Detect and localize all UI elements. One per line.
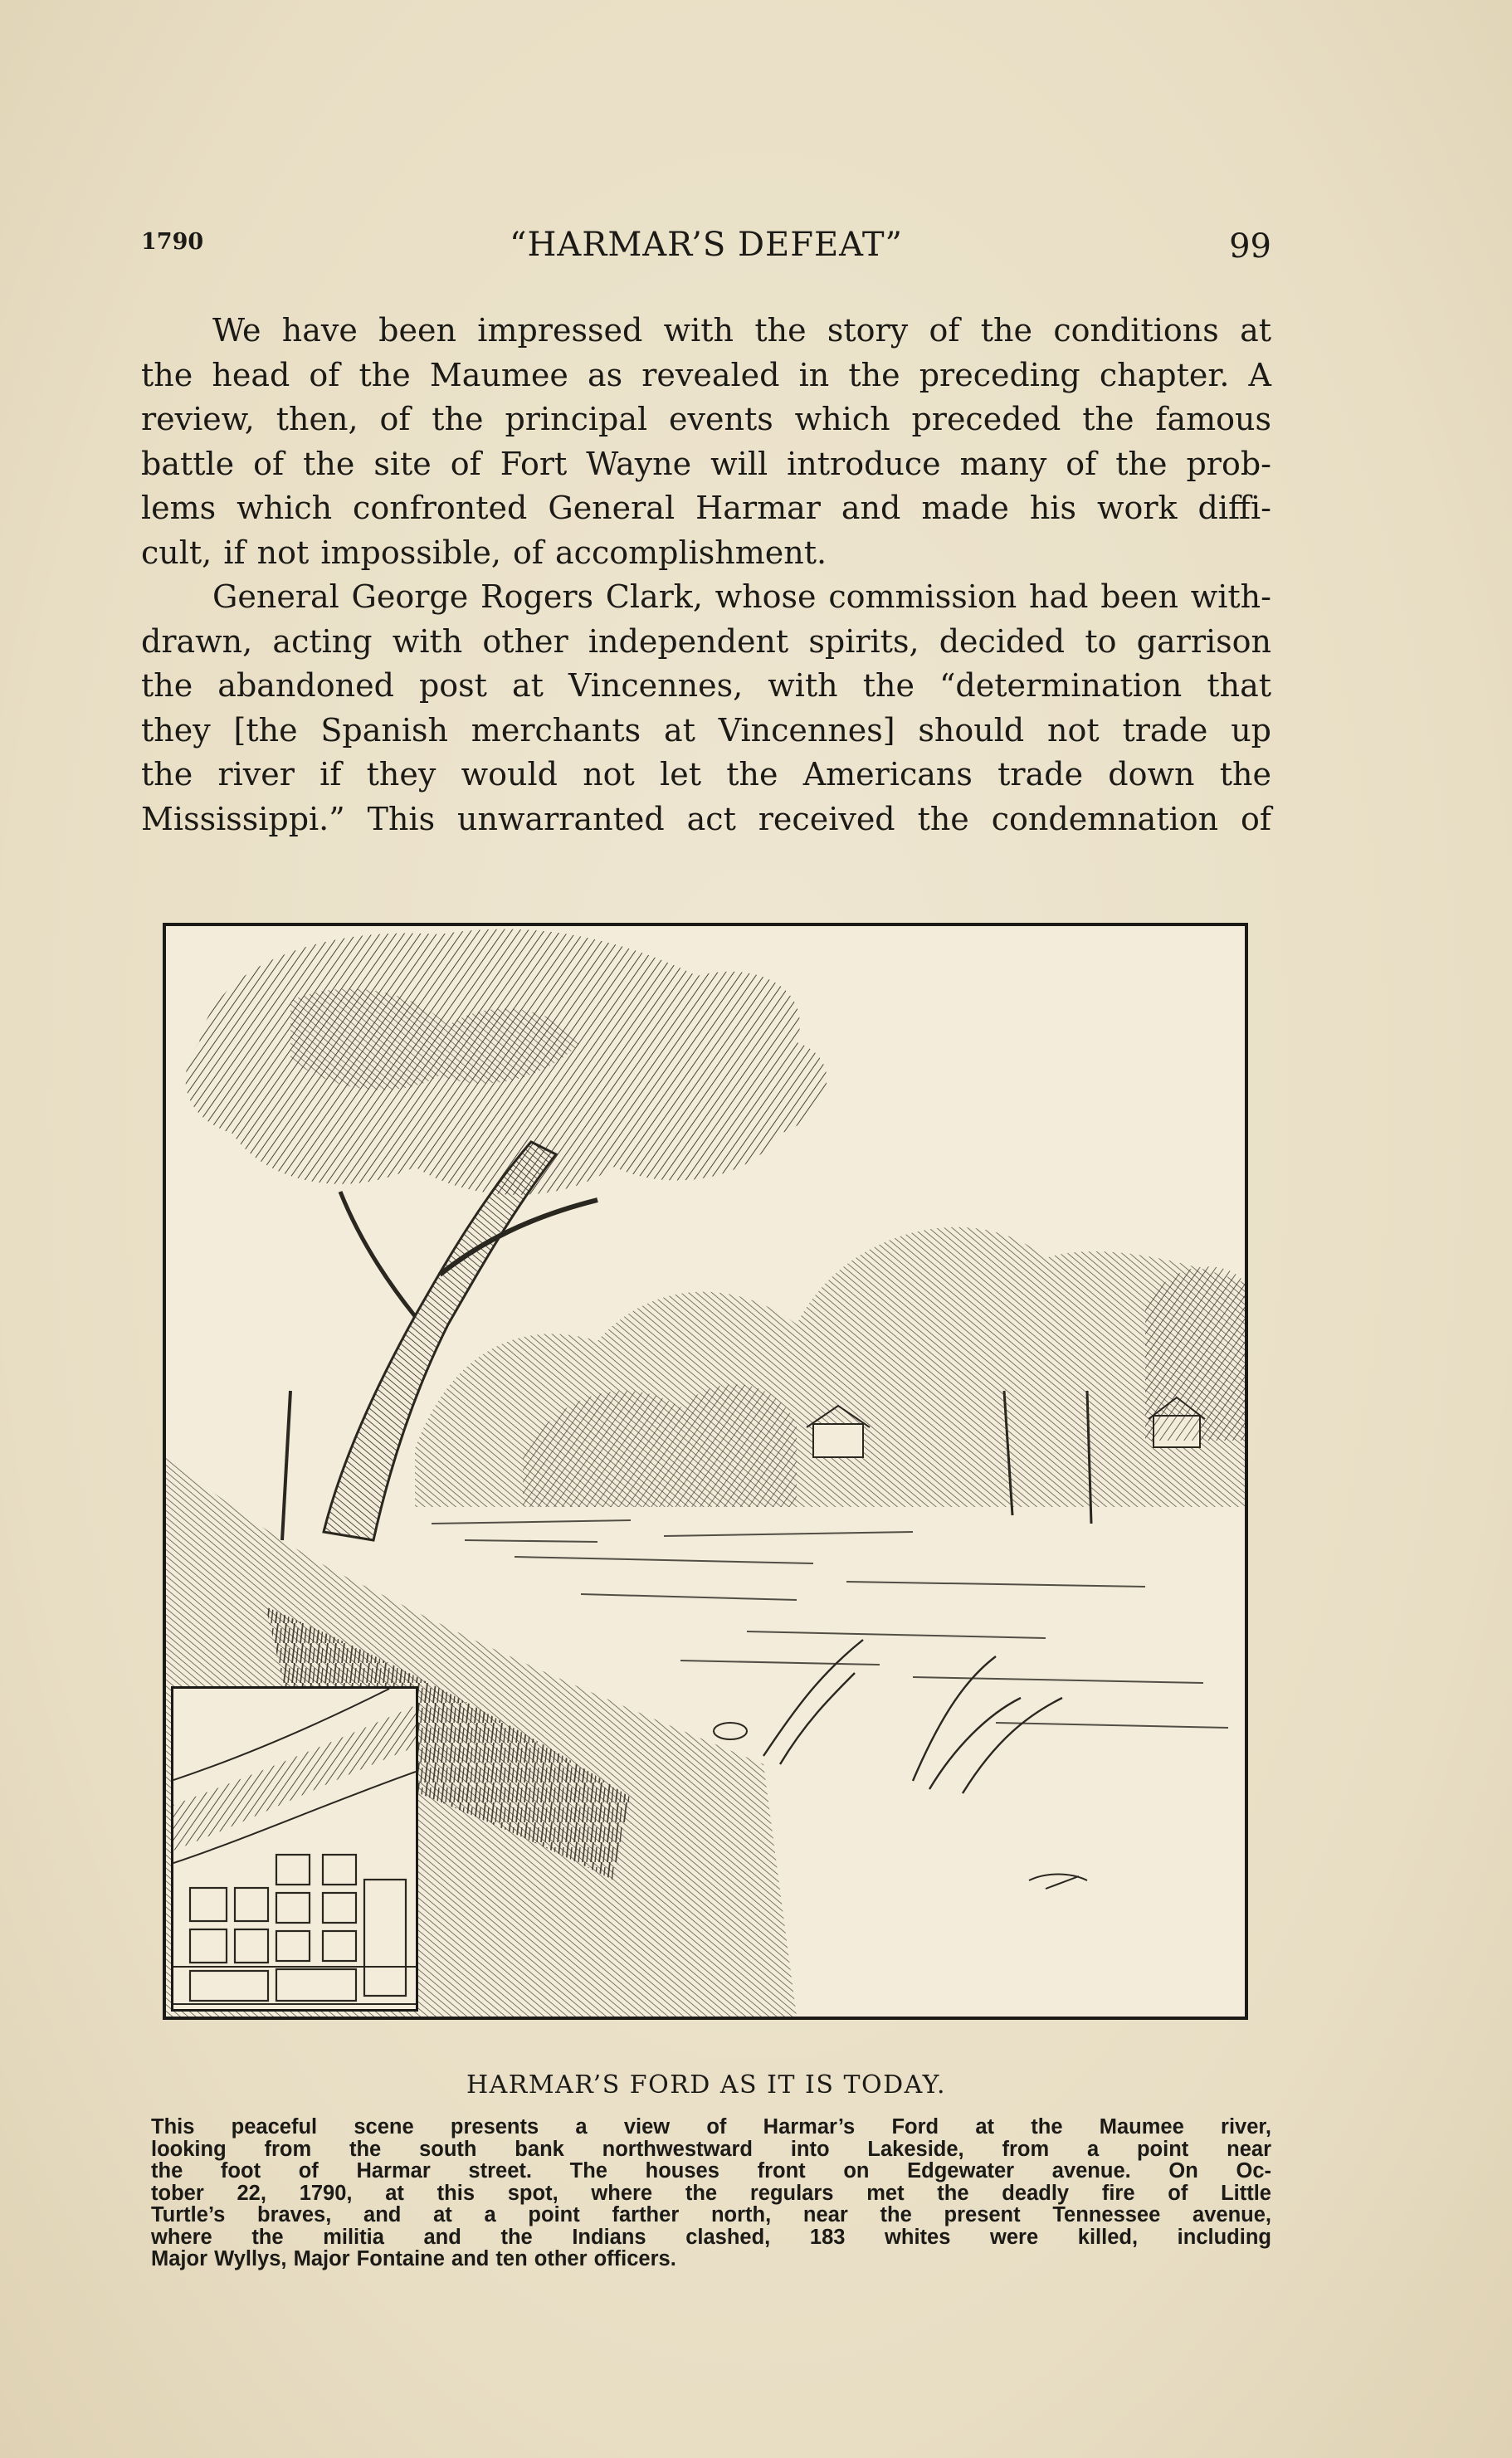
figure-caption-title: HARMAR’S FORD AS IT IS TODAY. (466, 2070, 947, 2100)
text-line: battle of the site of Fort Wayne will introduce many of the prob- (141, 445, 1271, 482)
caption-line: Major Wyllys, Major Fontaine and ten other officers. (151, 2247, 676, 2270)
caption-line: Turtle’s braves, and at a point farther north, near the present Tennessee avenue, (151, 2203, 1271, 2226)
running-head (141, 226, 1271, 276)
street-map-drawing (173, 1689, 416, 2009)
caption-line: This peaceful scene presents a view of Harmar’s Ford at the Maumee river, (151, 2115, 1271, 2139)
inset-map (171, 1686, 418, 2012)
figure-caption-body (151, 2116, 1271, 2270)
text-line: cult, if not impossible, of accomplishment. (141, 534, 827, 571)
text-line: the head of the Maumee as revealed in the preceding chapter. A (141, 356, 1271, 393)
body-text (141, 309, 1271, 841)
text-line: Mississippi.” This unwarranted act received the condemnation of (141, 800, 1271, 837)
caption-line: the foot of Harmar street. The houses front on Edgewater avenue. On Oc- (151, 2159, 1271, 2182)
text-line: they [the Spanish merchants at Vincennes] should not trade up (141, 711, 1271, 749)
illustration-harmars-ford (163, 923, 1248, 2020)
page-number: 99 (1229, 227, 1271, 266)
text-line: drawn, acting with other independent spirits, decided to garrison (141, 622, 1271, 660)
text-line: lems which confronted General Harmar and made his work diffi- (141, 490, 1271, 526)
caption-line: tober 22, 1790, at this spot, where the regulars met the deadly fire of Little (151, 2181, 1271, 2205)
running-head-year: 1790 (141, 229, 204, 255)
text-line: the river if they would not let the Americans trade down the (141, 756, 1271, 793)
caption-line: looking from the south bank northwestward into Lakeside, from a point near (151, 2137, 1271, 2161)
text-line: review, then, of the principal events which preceded the famous (141, 401, 1271, 437)
caption-line: where the militia and the Indians clashed, 183 whites were killed, including (151, 2225, 1271, 2249)
running-head-title: “HARMAR’S DEFEAT” (510, 226, 903, 264)
text-line: We have been impressed with the story of the conditions at (212, 312, 1271, 349)
text-line: the abandoned post at Vincennes, with the “determination that (141, 667, 1271, 704)
text-line: General George Rogers Clark, whose commission had been with- (212, 578, 1271, 615)
